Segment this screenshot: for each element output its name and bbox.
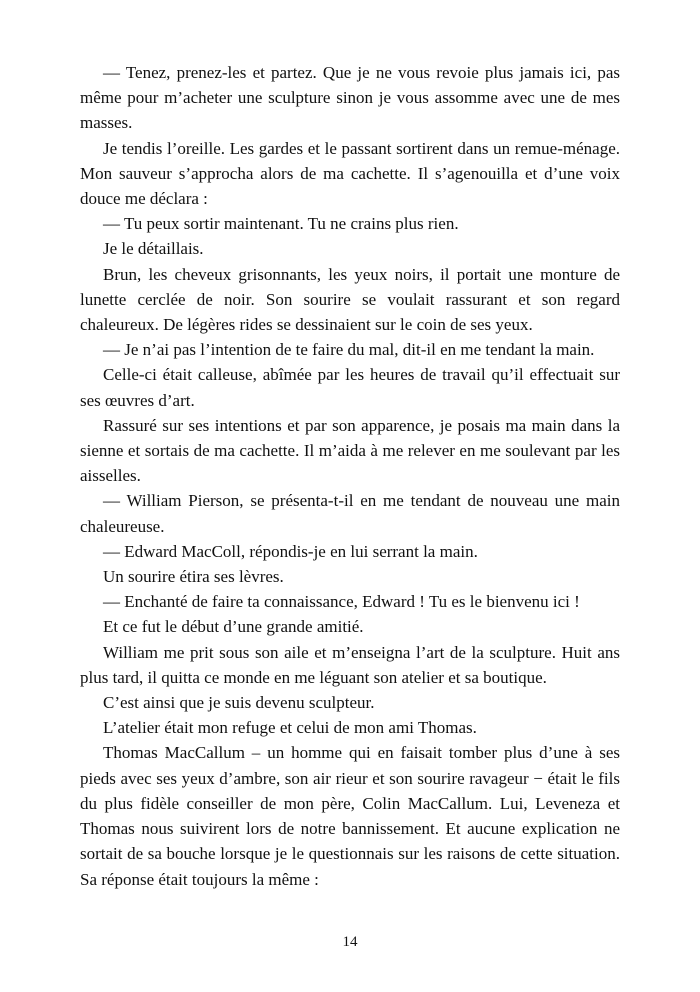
paragraph: Je le détaillais. xyxy=(103,239,204,259)
paragraph: Rassuré sur ses intentions et par son apparence, je posais ma main dans la sienne et sortais de ma cachette. Il m’aida à me relever en me soulevant par les aisselles. xyxy=(80,415,620,486)
paragraph: Thomas MacCallum – un homme qui en faisait tomber plus d’une à ses pieds avec ses yeux d’ambre, son air rieur et son sourire ravageur − était le fils du plus fidèle conseiller de mon père, Colin MacCallum. Lui, Leveneza et Thomas nous suivirent lors de notre bannissement. Et aucune explication ne sortait de sa bouche lorsque je le questionnais sur les raisons de cette situation. Sa réponse était toujours la même : xyxy=(80,743,620,889)
paragraph: — Je n’ai pas l’intention de te faire du mal, dit-il en me tendant la main. xyxy=(103,340,595,360)
paragraph: Je tendis l’oreille. Les gardes et le passant sortirent dans un remue-ménage. Mon sauveur s’approcha alors de ma cachette. Il s’agenouilla et d’une voix douce me déclara : xyxy=(80,138,620,209)
paragraph: L’atelier était mon refuge et celui de mon ami Thomas. xyxy=(103,718,477,738)
page-body xyxy=(80,60,620,892)
paragraph: — Edward MacColl, répondis-je en lui serrant la main. xyxy=(103,541,478,561)
paragraph: Celle-ci était calleuse, abîmée par les heures de travail qu’il effectuait sur ses œuvres d’art. xyxy=(80,365,620,410)
paragraph: — Enchanté de faire ta connaissance, Edward ! Tu es le bienvenu ici ! xyxy=(103,592,580,612)
paragraph: Et ce fut le début d’une grande amitié. xyxy=(103,617,364,637)
paragraph: Brun, les cheveux grisonnants, les yeux noirs, il portait une monture de lunette cerclée de noir. Son sourire se voulait rassurant et son regard chaleureux. De légères rides se dessinaient sur le coin de ses yeux. xyxy=(80,264,620,335)
page-number: 14 xyxy=(342,934,358,950)
paragraph: — Tu peux sortir maintenant. Tu ne crains plus rien. xyxy=(103,214,459,234)
paragraph: Un sourire étira ses lèvres. xyxy=(103,567,284,587)
paragraph: William me prit sous son aile et m’enseigna l’art de la sculpture. Huit ans plus tard, il quitta ce monde en me léguant son atelier et sa boutique. xyxy=(80,642,620,687)
paragraph: — William Pierson, se présenta-t-il en me tendant de nouveau une main chaleureuse. xyxy=(80,491,620,536)
paragraph: — Tenez, prenez-les et partez. Que je ne vous revoie plus jamais ici, pas même pour m’acheter une sculpture sinon je vous assomme avec une de mes masses. xyxy=(80,63,620,133)
paragraph: C’est ainsi que je suis devenu sculpteur. xyxy=(103,693,375,713)
